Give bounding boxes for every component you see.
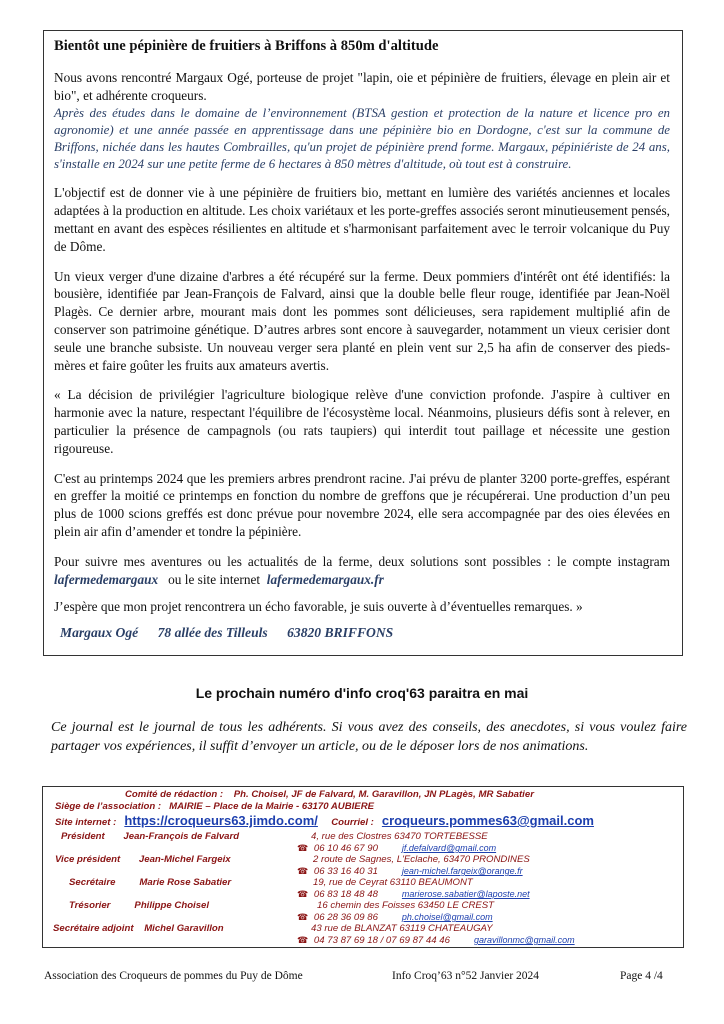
courriel-link[interactable]: croqueurs.pommes63@gmail.com: [381, 813, 594, 828]
signature-name: Margaux Ogé: [60, 625, 139, 641]
redaction-line: [125, 789, 534, 800]
member-address: 16 chemin des Foisses 63450 LE CREST: [317, 900, 495, 911]
article-paragraph-orchard: Un vieux verger d'une dizaine d'arbres a été récupéré sur la ferme. Deux pommiers d'intérêt ont été identifiés: la bousière, identifiée par Jean-François de Falvard, ainsi que la double belle fleur rouge, identifiée par Jean-Noël Plagès. Ce dernier arbre, mourant mais dont les pommes sont délicieuses, sera rapidement multiplié afin de conserver son patrimoine génétique. D’autres arbres sont encore à sauvegarder, notamment un vieux cerisier dont seule une branche subsiste. Un nouveau verger sera planté en plein vent sur 2,5 ha afin de conserver des pieds-mères et faire goûter les fruits aux amateurs avertis.: [54, 268, 670, 373]
website-link[interactable]: lafermedemargaux.fr: [266, 571, 384, 587]
article-paragraph-objective: L'objectif est de donner vie à une pépinière de fruitiers bio, mettant en lumière des variétés anciennes et locales adaptées à la production en altitude. Les choix variétaux et les porte-greffes associés seront minutieusement pensés, mettant en avant des espèces résilientes en altitude et s'harmonisant parfaitement avec le terroir volcanique du Puy de Dôme.: [54, 185, 670, 254]
member-email[interactable]: ph.choisel@gmail.com: [401, 912, 493, 922]
member-address: 43 rue de BLANZAT 63119 CHATEAUGAY: [311, 923, 493, 934]
site-label: Site internet :: [55, 817, 117, 828]
footer-issue: Info Croq’63 n°52 Janvier 2024: [392, 970, 540, 982]
member-email[interactable]: jf.defalvard@gmail.com: [401, 843, 497, 853]
member-phone: 06 10 46 67 90: [313, 843, 378, 854]
member-name: Jean-Michel Fargeix: [138, 854, 231, 865]
redaction-label: Comité de rédaction :: [125, 789, 224, 800]
article-paragraph-quote: « La décision de privilégier l'agriculture biologique relève d'une conviction profonde. J'aspire à cultiver en harmonie avec la nature, respectant l'équilibre de l'écosystème local. Néanmoins, plusieurs défis sont à relever, en particulier la présence de campagnols (ou rats taupiers) qui interdit tout paillage et nécessite une gestion rigoureuse.: [54, 387, 670, 456]
member-role: Secrétaire adjoint: [53, 923, 134, 934]
footer-page-number: Page 4 /4: [620, 970, 663, 982]
signature-city: 63820 BRIFFONS: [287, 625, 394, 641]
member-contact: [297, 843, 496, 854]
instagram-link[interactable]: lafermedemargaux: [54, 571, 159, 587]
member-role: Vice président: [55, 854, 121, 865]
footer-association: Association des Croqueurs de pommes du Puy de Dôme: [44, 970, 303, 982]
member-name: Michel Garavillon: [144, 923, 224, 934]
member-contact: [297, 866, 523, 877]
next-issue-heading: Le prochain numéro d'info croq'63 paraitra en mai: [195, 685, 529, 701]
committee-box: [42, 786, 684, 948]
member-phone: 06 33 16 40 31: [313, 866, 378, 877]
member-email[interactable]: jean-michel.fargeix@orange.fr: [401, 866, 523, 876]
phone-icon: ☎: [297, 889, 309, 899]
follow-text: Pour suivre mes aventures ou les actualités de la ferme, deux solutions sont possibles : le compte instagram: [54, 553, 670, 569]
siege-line: [55, 801, 374, 812]
member-row-secretary: [69, 877, 231, 888]
member-phone: 04 73 87 69 18 / 07 69 87 44 46: [313, 935, 450, 946]
signature: [60, 625, 670, 641]
article-title: Bientôt une pépinière de fruitiers à Briffons à 850m d'altitude: [54, 38, 439, 54]
member-name: Marie Rose Sabatier: [139, 877, 232, 888]
courriel-label: Courriel :: [331, 817, 374, 828]
article-intro: Nous avons rencontré Margaux Ogé, porteuse de projet "lapin, oie et pépinière de fruitiers, élevage en plein air et bio", et adhérente croqueurs.: [54, 70, 670, 103]
member-email[interactable]: garavillonmc@gmail.com: [473, 935, 575, 945]
member-contact: [297, 912, 493, 923]
member-row-vice-president: [55, 854, 231, 865]
phone-icon: ☎: [297, 935, 309, 945]
phone-icon: ☎: [297, 866, 309, 876]
siege-label: Siège de l’association :: [55, 801, 162, 812]
member-row-president: [61, 831, 239, 842]
member-address: 2 route de Sagnes, L'Eclache, 63470 PRONDINES: [313, 854, 530, 865]
member-name: Jean-François de Falvard: [123, 831, 240, 842]
member-contact: [297, 935, 575, 946]
signature-street: 78 allée des Tilleuls: [157, 625, 268, 641]
article-paragraph-follow: [54, 553, 670, 589]
member-row-deputy-secretary: [53, 923, 224, 934]
article-italic-paragraph: Après des études dans le domaine de l’environnement (BTSA gestion et protection de la nature et licence pro en agronomie) et une année passée en apprentissage dans une pépinière bio en Dordogne, c'est sur la commune de Briffons, nichée dans les hautes Combrailles, qu'un projet de pépinière prend forme. Margaux, pépiniériste de 24 ans, s'installe en 2024 sur une petite ferme de 6 hectares à 850 mètres d'altitude, où tout est à construire.: [54, 105, 670, 172]
siege-value: MAIRIE – Place de la Mairie - 63170 AUBIERE: [169, 801, 375, 812]
follow-middle-text: ou le site internet: [168, 571, 261, 587]
article-box: [43, 30, 683, 656]
member-role: Secrétaire: [69, 877, 116, 888]
member-email[interactable]: marierose.sabatier@laposte.net: [401, 889, 530, 899]
member-address: 4, rue des Clostres 63470 TORTEBESSE: [311, 831, 488, 842]
member-role: Trésorier: [69, 900, 111, 911]
member-name: Philippe Choisel: [134, 900, 210, 911]
phone-icon: ☎: [297, 843, 309, 853]
member-phone: 06 83 18 48 48: [313, 889, 378, 900]
article-paragraph-closing: J’espère que mon projet rencontrera un écho favorable, je suis ouverte à d’éventuelles remarques. »: [54, 599, 583, 615]
phone-icon: ☎: [297, 912, 309, 922]
member-row-treasurer: [69, 900, 209, 911]
member-contact: [297, 889, 530, 900]
site-line: [55, 813, 594, 828]
site-url-link[interactable]: https://croqueurs63.jimdo.com/: [124, 813, 318, 828]
journal-note: Ce journal est le journal de tous les adhérents. Si vous avez des conseils, des anecdotes, si vous voulez faire partager vos expériences, il suffit d’envoyer un article, ou de le déposer lors de nos animations.: [51, 720, 687, 754]
member-address: 19, rue de Ceyrat 63110 BEAUMONT: [313, 877, 473, 888]
member-role: Président: [61, 831, 105, 842]
member-phone: 06 28 36 09 86: [313, 912, 378, 923]
article-paragraph-spring: C'est au printemps 2024 que les premiers arbres prendront racine. J'ai prévu de planter 3200 porte-greffes, espérant en greffer la moitié ce printemps en fonction du nombre de greffons que je récupérerai. Une production d’un peu plus de 1000 scions greffés est donc prévue pour novembre 2024, elle sera accompagnée par des oies élevées en plein air afin d’amender et tondre la pépinière.: [54, 470, 670, 539]
redaction-names: Ph. Choisel, JF de Falvard, M. Garavillon, JN PLagès, MR Sabatier: [233, 789, 534, 800]
